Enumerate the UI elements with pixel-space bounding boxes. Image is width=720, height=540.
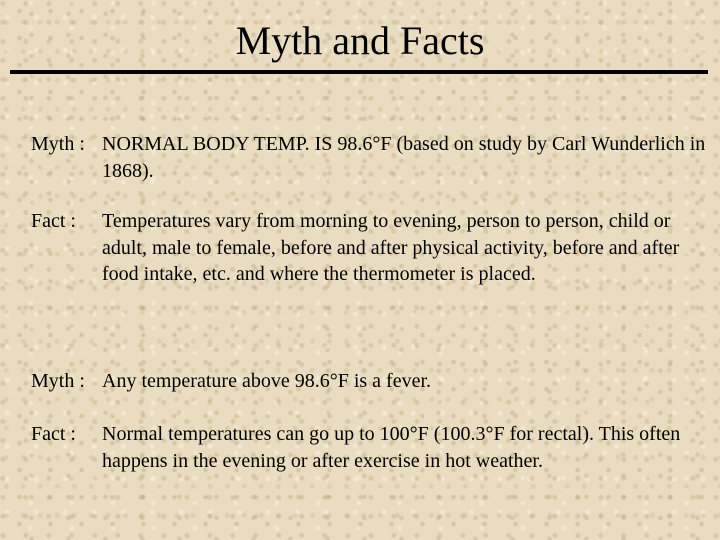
slide-title: Myth and Facts <box>235 18 485 63</box>
title-underline <box>10 70 708 74</box>
entry-text: Any temperature above 98.6°F is a fever. <box>102 370 432 392</box>
entry-label: Fact : <box>31 423 76 445</box>
entry-text: Temperatures vary from morning to evening, person to person, child or adult, male to female, before and after physical activity, before and after food intake, etc. and where the thermometer is placed. <box>102 210 680 285</box>
entry-label: Myth : <box>31 370 85 392</box>
fact-entry-1 <box>31 208 711 288</box>
entry-text: Normal temperatures can go up to 100°F (100.3°F for rectal). This often happens in the evening or after exercise in hot weather. <box>102 423 681 472</box>
myth-entry-2 <box>31 368 711 395</box>
entry-label: Fact : <box>31 210 76 232</box>
entry-label: Myth : <box>31 133 85 155</box>
myth-entry-1 <box>31 131 711 184</box>
fact-entry-2 <box>31 421 711 474</box>
entry-text: NORMAL BODY TEMP. IS 98.6°F (based on study by Carl Wunderlich in 1868). <box>102 133 706 182</box>
